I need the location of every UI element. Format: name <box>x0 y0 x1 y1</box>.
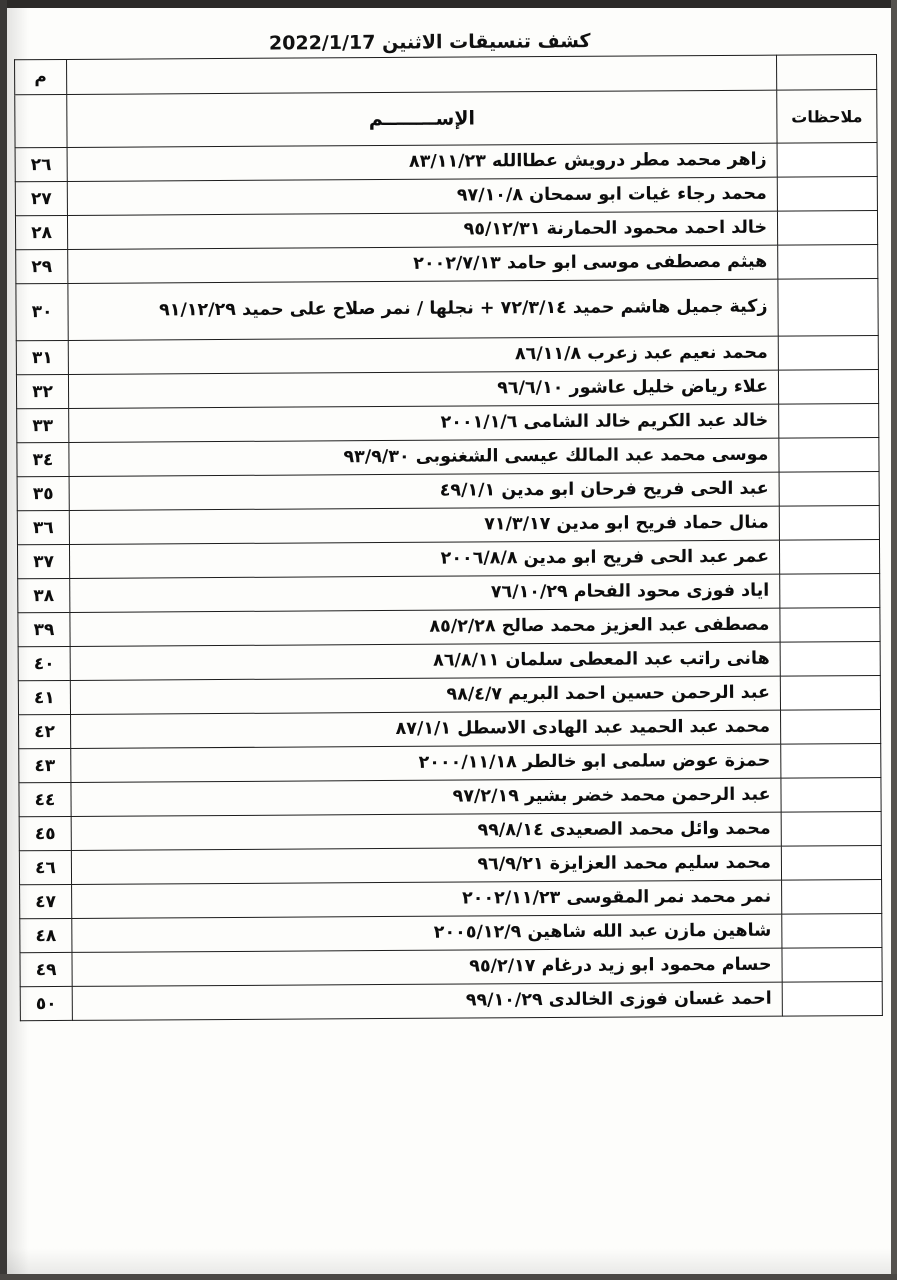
table-row <box>19 777 881 816</box>
cell-serial: ٣٦ <box>17 510 69 544</box>
cell-serial: ٤٧ <box>20 884 72 918</box>
column-header-notes: ملاحظات <box>777 90 877 144</box>
table-row <box>18 573 880 612</box>
cell-notes <box>778 278 878 336</box>
page-edge-left <box>0 0 7 1280</box>
cell-serial: ٥٠ <box>20 986 72 1020</box>
cell-notes <box>782 947 882 982</box>
cell-serial: ٤٠ <box>18 646 70 680</box>
cell-notes <box>780 607 880 642</box>
cell-serial: ٤١ <box>18 680 70 714</box>
table-row <box>18 675 880 714</box>
cell-notes <box>778 244 878 279</box>
table-row <box>16 335 878 374</box>
cell-serial: ٤٤ <box>19 782 71 816</box>
table-row <box>17 403 879 442</box>
table-row <box>16 369 878 408</box>
cell-notes <box>779 505 879 540</box>
cell-notes <box>779 403 879 438</box>
cell-name: محمد رجاء غيات ابو سمحان ٩٧/١٠/٨ <box>67 177 777 215</box>
table-row <box>15 211 877 250</box>
cell-serial: ٣٢ <box>16 374 68 408</box>
cell-name: نمر محمد نمر المقوسى ٢٠٠٢/١١/٢٣ <box>72 880 782 918</box>
cell-name: مصطفى عبد العزيز محمد صالح ٨٥/٢/٢٨ <box>70 608 780 646</box>
cell-notes <box>779 539 879 574</box>
page-edge-bottom <box>0 1274 897 1280</box>
cell-name: خالد عبد الكريم خالد الشامى ٢٠٠١/١/٦ <box>69 404 779 442</box>
header-notes-blank <box>777 55 877 91</box>
cell-notes <box>782 913 882 948</box>
paper-surface <box>7 8 891 1274</box>
cell-serial: ٣٤ <box>17 442 69 476</box>
table-header <box>15 55 878 148</box>
cell-notes <box>777 177 877 212</box>
cell-serial: ٣٧ <box>17 544 69 578</box>
cell-name: موسى محمد عبد المالك عيسى الشغنوبى ٩٣/٩/٣٠ <box>69 438 779 476</box>
cell-name: زاهر محمد مطر درويش عطاالله ٨٣/١١/٢٣ <box>67 143 777 181</box>
cell-name: زكية جميل هاشم حميد ٧٢/٣/١٤ + نجلها / نمر صلاح على حميد ٩١/١٢/٢٩ <box>68 279 778 340</box>
cell-notes <box>779 437 879 472</box>
page-edge-right <box>891 0 897 1280</box>
page-title: كشف تنسيقات الاثنين 2022/1/17 <box>269 30 592 55</box>
table-row <box>16 278 878 340</box>
table-row <box>20 879 882 918</box>
cell-notes <box>780 641 880 676</box>
table-row <box>20 947 882 986</box>
cell-notes <box>781 811 881 846</box>
cell-notes <box>778 335 878 370</box>
header-serial-blank <box>15 94 67 147</box>
table-header-row-2 <box>15 90 877 148</box>
table-row <box>17 505 879 544</box>
column-header-name: الإســــــــم <box>67 90 777 147</box>
cell-serial: ٣٥ <box>17 476 69 510</box>
cell-serial: ٣١ <box>16 340 68 374</box>
table-row <box>19 845 881 884</box>
table-row <box>18 641 880 680</box>
cell-name: هانى راتب عبد المعطى سلمان ٨٦/٨/١١ <box>70 642 780 680</box>
cell-name: عبد الرحمن حسين احمد البريم ٩٨/٤/٧ <box>70 676 780 714</box>
table-row <box>17 437 879 476</box>
cell-name: عبد الرحمن محمد خضر بشير ٩٧/٢/١٩ <box>71 778 781 816</box>
cell-notes <box>778 369 878 404</box>
cell-serial: ٤٣ <box>19 748 71 782</box>
cell-serial: ٣٨ <box>18 578 70 612</box>
cell-notes <box>780 573 880 608</box>
cell-serial: ٤٩ <box>20 952 72 986</box>
table-header-row-1 <box>15 55 877 95</box>
cell-name: حمزة عوض سلمى ابو خالطر ٢٠٠٠/١١/١٨ <box>71 744 781 782</box>
cell-name: علاء رياض خليل عاشور ٩٦/٦/١٠ <box>68 370 778 408</box>
cell-notes <box>782 981 882 1016</box>
cell-notes <box>781 743 881 778</box>
cell-serial: ٤٥ <box>19 816 71 850</box>
column-header-serial: م <box>15 59 67 94</box>
table-body <box>15 143 882 1021</box>
cell-serial: ٤٨ <box>20 918 72 952</box>
page-edge-top <box>0 0 897 8</box>
cell-name: محمد سليم محمد العزايزة ٩٦/٩/٢١ <box>71 846 781 884</box>
cell-name: عمر عبد الحى فريح ابو مدين ٢٠٠٦/٨/٨ <box>69 540 779 578</box>
cell-serial: ٢٧ <box>15 181 67 215</box>
cell-notes <box>777 143 877 178</box>
cell-name: شاهين مازن عبد الله شاهين ٢٠٠٥/١٢/٩ <box>72 914 782 952</box>
table-row <box>19 709 881 748</box>
header-name-blank <box>67 55 777 94</box>
cell-serial: ٢٩ <box>16 249 68 283</box>
cell-notes <box>777 211 877 246</box>
cell-serial: ٢٦ <box>15 147 67 181</box>
cell-name: خالد احمد محمود الحمارنة ٩٥/١٢/٣١ <box>67 211 777 249</box>
cell-serial: ٤٦ <box>19 850 71 884</box>
cell-name: احمد غسان فوزى الخالدى ٩٩/١٠/٢٩ <box>72 982 782 1020</box>
cell-serial: ٣٣ <box>17 408 69 442</box>
cell-notes <box>779 471 879 506</box>
cell-serial: ٢٨ <box>15 215 67 249</box>
coordination-list-table <box>14 54 883 1021</box>
table-row <box>15 177 877 216</box>
table-row <box>16 244 878 283</box>
table-row <box>18 607 880 646</box>
cell-notes <box>780 675 880 710</box>
cell-serial: ٣٠ <box>16 283 68 340</box>
cell-notes <box>781 777 881 812</box>
table-row <box>20 981 882 1020</box>
cell-name: عبد الحى فريح فرحان ابو مدين ٤٩/١/١ <box>69 472 779 510</box>
table-row <box>20 913 882 952</box>
table-row <box>19 811 881 850</box>
cell-notes <box>781 845 881 880</box>
table-row <box>15 143 877 182</box>
table-row <box>17 471 879 510</box>
cell-name: حسام محمود ابو زيد درغام ٩٥/٢/١٧ <box>72 948 782 986</box>
cell-name: محمد نعيم عبد زعرب ٨٦/١١/٨ <box>68 336 778 374</box>
cell-notes <box>782 879 882 914</box>
cell-name: هيثم مصطفى موسى ابو حامد ٢٠٠٢/٧/١٣ <box>68 245 778 283</box>
cell-name: محمد وائل محمد الصعيدى ٩٩/٨/١٤ <box>71 812 781 850</box>
cell-name: اياد فوزى محود الفحام ٧٦/١٠/٢٩ <box>70 574 780 612</box>
cell-name: محمد عبد الحميد عبد الهادى الاسطل ٨٧/١/١ <box>71 710 781 748</box>
cell-notes <box>781 709 881 744</box>
cell-serial: ٤٢ <box>19 714 71 748</box>
table-row <box>17 539 879 578</box>
table-row <box>19 743 881 782</box>
cell-name: منال حماد فريح ابو مدين ٧١/٣/١٧ <box>69 506 779 544</box>
cell-serial: ٣٩ <box>18 612 70 646</box>
